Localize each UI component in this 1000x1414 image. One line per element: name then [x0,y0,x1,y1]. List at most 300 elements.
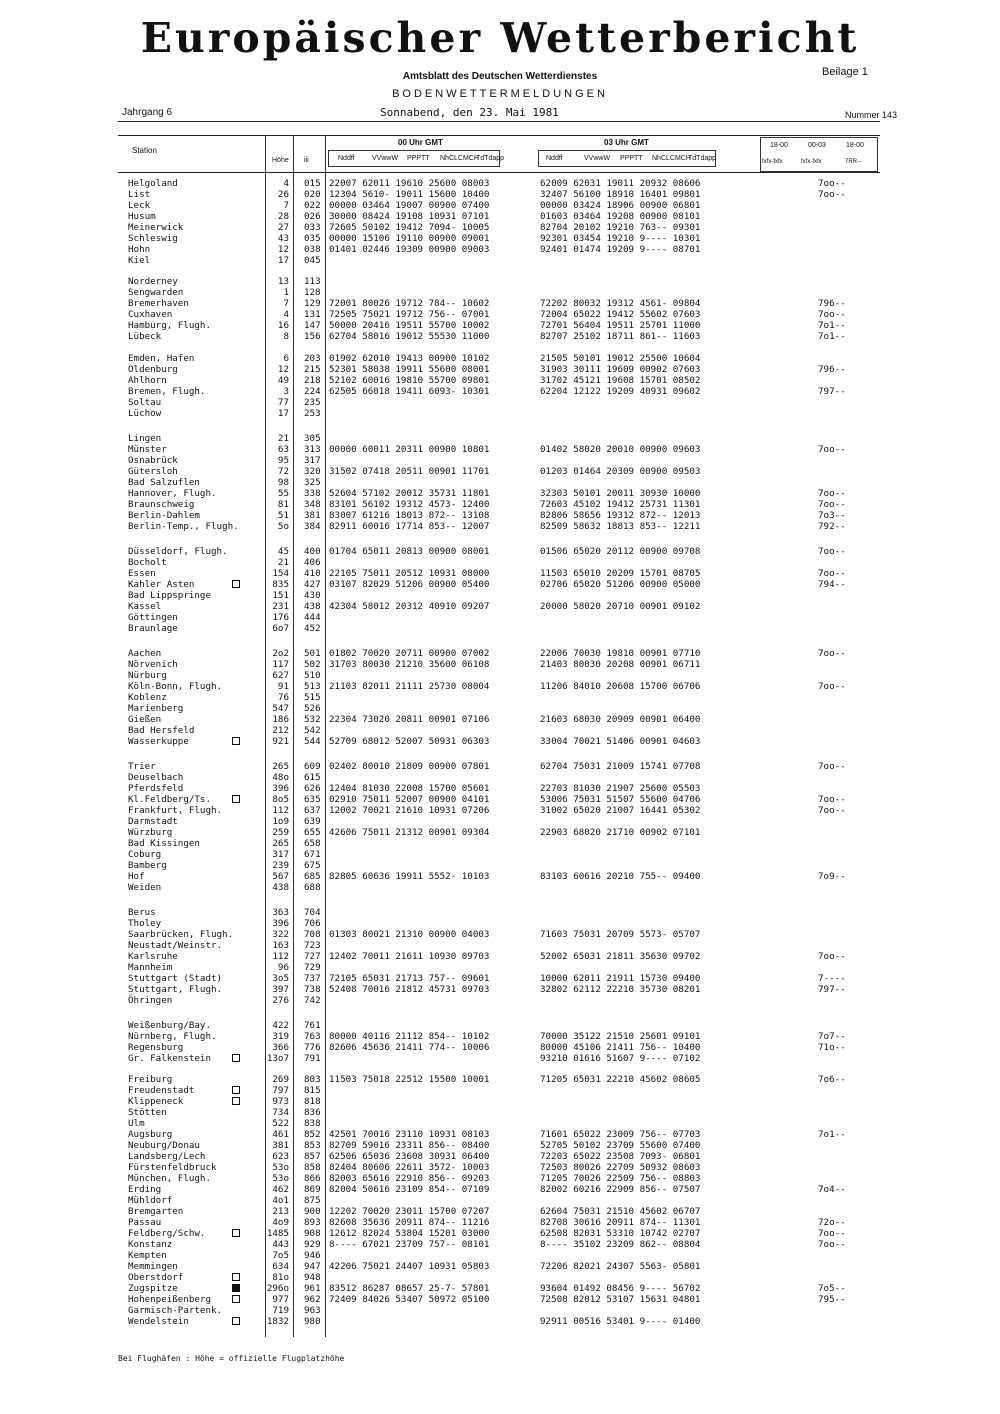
obs-03-gmt: 21505 50101 19012 25500 10604 [540,353,701,364]
remark-group: 7oo-- [818,309,846,320]
station-name: Bad Kissingen [128,838,200,849]
station-height: 1832 [266,1316,289,1327]
obs-00-gmt: 42606 75011 21312 00901 09304 [329,827,490,838]
table-row [0,1305,1000,1316]
station-name: Kempten [128,1250,167,1261]
station-index: 609 [304,761,321,772]
obs-03-gmt: 32802 62112 22210 35730 08201 [540,984,701,995]
station-index: 313 [304,444,321,455]
remark-group: 7oo-- [818,1228,846,1239]
station-index: 671 [304,849,321,860]
table-row [0,466,1000,477]
obs-03-gmt: 72202 80032 19312 4561- 09804 [540,298,701,309]
station-height: 12 [277,364,289,375]
station-height: 734 [272,1107,289,1118]
table-row [0,590,1000,601]
obs-03-gmt: 31002 65020 21007 16441 05302 [540,805,701,816]
station-name: Bremgarten [128,1206,184,1217]
obs-00-gmt: 82709 59016 23311 856-- 08400 [329,1140,490,1151]
station-height: 265 [272,761,289,772]
station-height: 3 [283,386,289,397]
obs-03-gmt: 83103 60616 20210 755-- 09400 [540,871,701,882]
col-hoehe: Höhe [272,157,289,164]
table-row [0,1107,1000,1118]
station-index: 400 [304,546,321,557]
table-row [0,772,1000,783]
remark-group: 7o7-- [818,1031,846,1042]
table-row [0,871,1000,882]
obs-03-gmt: 8---- 35102 23209 862-- 08804 [540,1239,701,1250]
table-row [0,940,1000,951]
remark-group: 794-- [818,579,846,590]
station-name: Karlsruhe [128,951,178,962]
station-index: 305 [304,433,321,444]
table-row [0,1162,1000,1173]
station-height: 77 [277,397,289,408]
station-name: Neuburg/Donau [128,1140,200,1151]
table-row [0,222,1000,233]
station-index: 857 [304,1151,321,1162]
station-index: 947 [304,1261,321,1272]
h03-c2: VVwwW [584,155,611,162]
station-name: Emden, Hafen [128,353,195,364]
table-row [0,320,1000,331]
table-row [0,849,1000,860]
obs-00-gmt: 62704 58016 19012 55530 11000 [329,331,490,342]
station-name: Nörvenich [128,659,178,670]
station-index: 515 [304,692,321,703]
station-height: 973 [272,1096,289,1107]
station-index: 348 [304,499,321,510]
station-height: 96 [277,962,289,973]
h03-c3: PPPTT [620,155,643,162]
table-row [0,973,1000,984]
station-name: Bad Lippspringe [128,590,211,601]
obs-00-gmt: 72605 50102 19412 7094- 10005 [329,222,490,233]
table-row [0,1085,1000,1096]
table-row [0,1239,1000,1250]
station-index: 526 [304,703,321,714]
station-name: Leck [128,200,151,211]
table-row [0,1096,1000,1107]
table-row [0,714,1000,725]
obs-03-gmt: 93210 01616 51607 9---- 07102 [540,1053,701,1064]
station-name: Landsberg/Lech [128,1151,206,1162]
obs-03-gmt: 31903 30111 19609 00902 07603 [540,364,701,375]
page-title: Europäischer Wetterbericht [140,14,860,62]
station-index: 338 [304,488,321,499]
obs-00-gmt: 50000 20416 19511 55700 10002 [329,320,490,331]
station-height: 4o1 [272,1195,289,1206]
station-index: 980 [304,1316,321,1327]
station-index: 532 [304,714,321,725]
table-row [0,1294,1000,1305]
station-name: Klippeneck [128,1096,184,1107]
remark-group: 7o4-- [818,1184,846,1195]
table-row [0,178,1000,189]
station-name: Coburg [128,849,162,860]
obs-03-gmt: 62204 12122 19209 40931 09602 [540,386,701,397]
station-height: 797 [272,1085,289,1096]
obs-03-gmt: 52705 50102 23709 55600 07400 [540,1140,701,1151]
station-index: 015 [304,178,321,189]
remark-group: 792-- [818,521,846,532]
station-name: Münster [128,444,167,455]
station-name: Sengwarden [128,287,184,298]
station-height: 627 [272,670,289,681]
station-index: 253 [304,408,321,419]
station-name: Bocholt [128,557,167,568]
station-name: Zugspitze [128,1283,178,1294]
obs-03-gmt: 01402 58020 20010 00900 09603 [540,444,701,455]
table-row [0,907,1000,918]
remark-group: 7oo-- [818,568,846,579]
station-height: 28 [277,211,289,222]
station-height: 1o9 [272,816,289,827]
remark-group: 7---- [818,973,846,984]
station-height: 239 [272,860,289,871]
station-index: 946 [304,1250,321,1261]
station-height: 396 [272,918,289,929]
station-name: Saarbrücken, Flugh. [128,929,234,940]
obs-00-gmt: 82606 45636 21411 774-- 10006 [329,1042,490,1053]
table-row [0,725,1000,736]
obs-03-gmt: 21603 68030 20909 00901 06400 [540,714,701,725]
station-name: Passau [128,1217,162,1228]
station-name: Hohn [128,244,151,255]
obs-03-gmt: 10000 62011 21911 15730 09400 [540,973,701,984]
open-square-icon [232,737,240,745]
obs-03-gmt: 11503 65010 20209 15701 08705 [540,568,701,579]
obs-00-gmt: 12202 70020 23011 15700 07207 [329,1206,490,1217]
h00-c5: TdTdapp [476,155,505,162]
table-row [0,601,1000,612]
station-index: 929 [304,1239,321,1250]
table-row [0,1261,1000,1272]
station-name: Darmstadt [128,816,178,827]
obs-03-gmt: 62508 82031 53310 10742 02707 [540,1228,701,1239]
obs-00-gmt: 72001 80026 19712 784-- 10602 [329,298,490,309]
station-name: Braunlage [128,623,178,634]
open-square-icon [232,1054,240,1062]
station-height: 7 [283,298,289,309]
obs-00-gmt: 82003 65616 22910 856-- 09203 [329,1173,490,1184]
station-index: 675 [304,860,321,871]
col-r1b: fxfx-fxfx [762,159,783,165]
table-row [0,244,1000,255]
station-index: 706 [304,918,321,929]
obs-00-gmt: 01802 70020 20711 00900 07002 [329,648,490,659]
table-row [0,703,1000,714]
obs-00-gmt: 8---- 67021 23709 757-- 08101 [329,1239,490,1250]
station-index: 020 [304,189,321,200]
station-height: 719 [272,1305,289,1316]
table-row [0,433,1000,444]
remark-group: 795-- [818,1294,846,1305]
station-height: 4o9 [272,1217,289,1228]
col-r3b: 7RR-- [845,159,861,165]
obs-03-gmt: 93604 01492 08456 9---- 56702 [540,1283,701,1294]
station-index: 381 [304,510,321,521]
obs-03-gmt: 01203 01464 20309 00900 09503 [540,466,701,477]
table-row [0,1283,1000,1294]
station-name: Nürburg [128,670,167,681]
station-name: Braunschweig [128,499,195,510]
station-index: 818 [304,1096,321,1107]
station-index: 317 [304,455,321,466]
station-index: 639 [304,816,321,827]
table-row [0,692,1000,703]
station-height: 634 [272,1261,289,1272]
remark-group: 7o6-- [818,1074,846,1085]
station-name: Trier [128,761,156,772]
remark-group: 7o1-- [818,1129,846,1140]
obs-03-gmt: 72508 82012 53107 15631 04801 [540,1294,701,1305]
table-row [0,805,1000,816]
station-name: Garmisch-Partenk. [128,1305,223,1316]
station-name: Berlin-Dahlem [128,510,200,521]
station-height: 2o2 [272,648,289,659]
station-index: 452 [304,623,321,634]
obs-00-gmt: 72409 84026 53407 50972 05100 [329,1294,490,1305]
station-name: Hohenpeißenberg [128,1294,211,1305]
station-name: Öhringen [128,995,173,1006]
station-height: 17 [277,408,289,419]
obs-03-gmt: 82002 60216 22909 856-- 07507 [540,1184,701,1195]
obs-03-gmt: 72503 80026 22709 50932 08603 [540,1162,701,1173]
station-height: 265 [272,838,289,849]
station-name: Deuselbach [128,772,184,783]
table-row [0,1042,1000,1053]
station-index: 637 [304,805,321,816]
obs-00-gmt: 42206 75021 24407 10931 05803 [329,1261,490,1272]
obs-03-gmt: 82806 58656 19312 872-- 12013 [540,510,701,521]
table-row [0,1151,1000,1162]
obs-00-gmt: 52102 60016 19810 55700 09801 [329,375,490,386]
station-name: Helgoland [128,178,178,189]
obs-00-gmt: 22105 75011 20512 10931 08000 [329,568,490,579]
table-row [0,736,1000,747]
station-name: Bremerhaven [128,298,189,309]
col-r1: 18-00 [770,142,788,149]
station-name: Weißenburg/Bay. [128,1020,211,1031]
table-row [0,816,1000,827]
station-index: 035 [304,233,321,244]
obs-00-gmt: 01704 65011 20813 00900 08001 [329,546,490,557]
station-name: Gießen [128,714,162,725]
station-name: List [128,189,151,200]
station-name: Norderney [128,276,178,287]
obs-00-gmt: 11503 75018 22512 15500 10001 [329,1074,490,1085]
table-row [0,408,1000,419]
obs-03-gmt: 72206 82021 24307 5563- 05801 [540,1261,701,1272]
station-height: 12 [277,244,289,255]
station-name: Neustadt/Weinstr. [128,940,223,951]
obs-03-gmt: 71601 65022 23009 756-- 07703 [540,1129,701,1140]
header-rule [118,121,880,122]
obs-03-gmt: 92911 00516 53401 9---- 01400 [540,1316,701,1327]
h00-c4: NhCLCMCH [440,155,479,162]
obs-00-gmt: 52709 68012 52007 50931 06303 [329,736,490,747]
obs-00-gmt: 00000 15106 19110 00900 09001 [329,233,490,244]
table-row [0,783,1000,794]
obs-00-gmt: 21103 82011 21111 25730 08004 [329,681,490,692]
station-height: 112 [272,805,289,816]
station-name: Schleswig [128,233,178,244]
station-height: 43 [277,233,289,244]
table-row [0,827,1000,838]
table-row [0,1206,1000,1217]
obs-03-gmt: 72203 65022 23508 7093- 06801 [540,1151,701,1162]
station-index: 875 [304,1195,321,1206]
obs-00-gmt: 12002 70021 21610 10931 07206 [329,805,490,816]
obs-00-gmt: 42304 58012 20312 40910 09207 [329,601,490,612]
station-height: 921 [272,736,289,747]
station-height: 81 [277,499,289,510]
obs-03-gmt: 72603 45102 19412 25731 11301 [540,499,701,510]
station-index: 688 [304,882,321,893]
obs-03-gmt: 01603 03464 19208 00900 08101 [540,211,701,222]
obs-00-gmt: 52301 58038 19911 55600 08001 [329,364,490,375]
station-name: Düsseldorf, Flugh. [128,546,228,557]
station-index: 658 [304,838,321,849]
station-index: 218 [304,375,321,386]
h03-c5: TdTdapp [688,155,717,162]
station-height: 317 [272,849,289,860]
obs-03-gmt: 62704 75031 21009 15741 07708 [540,761,701,772]
station-height: 13 [277,276,289,287]
station-index: 215 [304,364,321,375]
station-name: Wendelstein [128,1316,189,1327]
remark-group: 7oo-- [818,951,846,962]
station-index: 908 [304,1228,321,1239]
table-row [0,1184,1000,1195]
obs-03-gmt: 80000 45106 21411 756-- 10400 [540,1042,701,1053]
obs-03-gmt: 32303 50101 20011 30930 10000 [540,488,701,499]
table-row [0,1250,1000,1261]
station-height: 231 [272,601,289,612]
table-row [0,309,1000,320]
obs-00-gmt: 83101 56102 19312 4573- 12400 [329,499,490,510]
station-height: 269 [272,1074,289,1085]
table-row [0,521,1000,532]
subtitle: Amtsblatt des Deutschen Wetterdienstes [402,71,598,82]
station-index: 655 [304,827,321,838]
station-height: 117 [272,659,289,670]
station-height: 366 [272,1042,289,1053]
table-row [0,1140,1000,1151]
h03-c4: NhCLCMCH [652,155,691,162]
station-index: 026 [304,211,321,222]
station-index: 704 [304,907,321,918]
remark-group: 797-- [818,386,846,397]
remark-group: 7o5-- [818,1283,846,1294]
table-row [0,546,1000,557]
station-height: 21 [277,433,289,444]
table-row [0,1074,1000,1085]
station-name: Stuttgart, Flugh. [128,984,223,995]
table-row [0,353,1000,364]
station-name: Freudenstadt [128,1085,195,1096]
col-gmt03: 03 Uhr GMT [604,138,649,147]
table-row [0,1316,1000,1327]
table-row [0,860,1000,871]
station-height: 26 [277,189,289,200]
station-name: Oberstdorf [128,1272,184,1283]
table-row [0,455,1000,466]
obs-00-gmt: 52408 70016 21812 45731 09703 [329,984,490,995]
remark-group: 796-- [818,364,846,375]
station-height: 186 [272,714,289,725]
col-r2b: fxfx-fxfx [801,159,822,165]
table-row [0,1020,1000,1031]
station-index: 615 [304,772,321,783]
h00-c1: Nddff [338,155,355,162]
obs-00-gmt: 42501 70016 23110 10931 08103 [329,1129,490,1140]
station-height: 21 [277,557,289,568]
station-name: Kl.Feldberg/Ts. [128,794,211,805]
table-row [0,211,1000,222]
station-index: 626 [304,783,321,794]
station-index: 033 [304,222,321,233]
station-index: 685 [304,871,321,882]
open-square-icon [232,580,240,588]
station-index: 858 [304,1162,321,1173]
station-index: 131 [304,309,321,320]
station-name: Mühldorf [128,1195,173,1206]
obs-00-gmt: 82004 50616 23109 854-- 07109 [329,1184,490,1195]
station-name: München, Flugh. [128,1173,211,1184]
station-name: Pferdsfeld [128,783,184,794]
station-name: Essen [128,568,156,579]
station-index: 962 [304,1294,321,1305]
table-row [0,1173,1000,1184]
obs-00-gmt: 82404 80606 22611 3572- 10003 [329,1162,490,1173]
station-index: 224 [304,386,321,397]
station-height: 422 [272,1020,289,1031]
table-top-rule [118,135,880,136]
station-height: 396 [272,783,289,794]
station-height: 461 [272,1129,289,1140]
station-index: 501 [304,648,321,659]
station-index: 513 [304,681,321,692]
station-height: 6o7 [272,623,289,634]
table-row [0,681,1000,692]
table-row [0,761,1000,772]
obs-03-gmt: 82704 20102 19210 763-- 09301 [540,222,701,233]
obs-03-gmt: 53006 75031 51507 55600 04706 [540,794,701,805]
station-name: Lingen [128,433,162,444]
station-name: Frankfurt, Flugh. [128,805,223,816]
station-index: 852 [304,1129,321,1140]
obs-00-gmt: 12612 82024 53804 15201 03000 [329,1228,490,1239]
station-height: 154 [272,568,289,579]
station-index: 203 [304,353,321,364]
station-index: 742 [304,995,321,1006]
obs-00-gmt: 22007 62011 19610 25600 08003 [329,178,490,189]
station-height: 212 [272,725,289,736]
table-row [0,276,1000,287]
obs-00-gmt: 82911 60016 17714 853-- 12007 [329,521,490,532]
station-name: Hannover, Flugh. [128,488,217,499]
obs-03-gmt: 33004 70021 51406 00901 04603 [540,736,701,747]
table-row [0,233,1000,244]
table-row [0,1272,1000,1283]
station-name: Stötten [128,1107,167,1118]
station-height: 213 [272,1206,289,1217]
obs-03-gmt: 00000 03424 18906 00900 06801 [540,200,701,211]
station-index: 406 [304,557,321,568]
